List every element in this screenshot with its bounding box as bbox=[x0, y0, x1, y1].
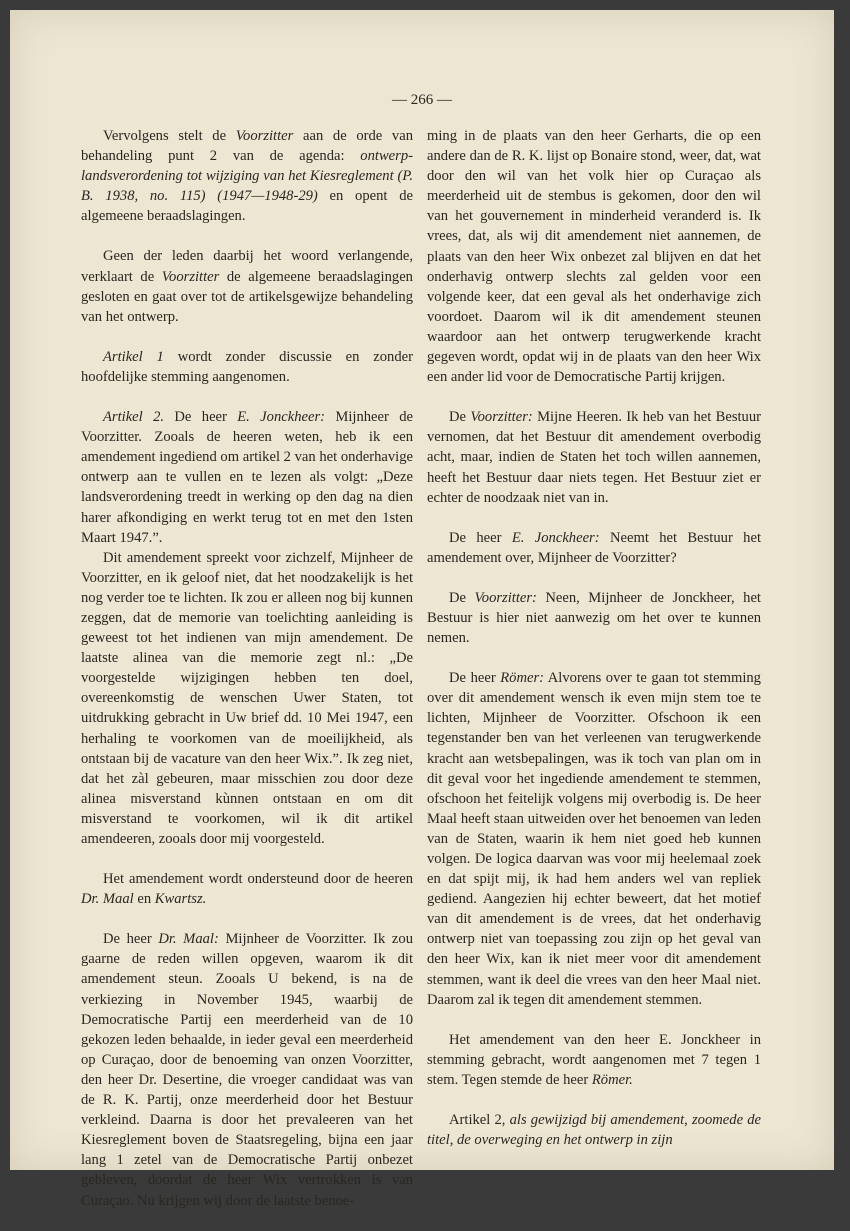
right-column bbox=[427, 126, 761, 1170]
paragraph-r1: ming in de plaats van den heer Gerharts, die op een andere dan de R. K. lijst op Bonaire stond, weer, dat, wat door den wil van het volk hier op Curaçao als meerderheid uit de stembus is gekomen, door den wil van het gouvernement in minderheid veranderd is. Ik vrees, dat, als wij dit amendement niet aannemen, de plaats van den heer Wix onbezet zal blijven en dat het onderhavig ontwerp slechts zal gelden voor een volgende keer, dat een geval als het onderhavige zich voordoet. Daarom wil ik dit amendement steunen waardoor aan het ontwerp terugwerkende kracht gegeven wordt, opdat wij in de plaats van den heer Wix een ander lid voor de Democratische Partij krijgen. bbox=[427, 128, 761, 386]
paragraph-r2: De Voorzitter: Mijne Heeren. Ik heb van het Bestuur vernomen, dat het Bestuur dit amendement overbodig acht, maar, indien de Staten het toch willen aannemen, heeft het Bestuur daar niets tegen. Het Bestuur ziet er echter de noodzaak niet van in. bbox=[427, 409, 762, 506]
paragraph-r4: De Voorzitter: Neen, Mijnheer de Jonckheer, het Bestuur is hier niet aanwezig om het over te kunnen nemen. bbox=[427, 589, 761, 647]
paragraph-r3: De heer E. Jonckheer: Neemt het Bestuur het amendement over, Mijnheer de Voorzitter? bbox=[427, 529, 761, 566]
paragraph-l5: Dit amendement spreekt voor zichzelf, Mijnheer de Voorzitter, en ik geloof niet, dat het noodzakelijk is het nog verder toe te lichten. Ik zou er alleen nog bij kunnen zeggen, dat de memorie van toelichting aanleiding is geweest tot het indienen van mijn amendement. De laatste alinea van die memorie zegt nl.: „De voorgestelde wijzigingen hebben ten doel, overeenkomstig de wenschen Uwer Staten, tot uitdrukking gebracht in Uw brief dd. 10 Mei 1947, een herhaling te voorkomen van de moeilijkheid, als ontstaan bij de vacature van den heer Wix.”. Ik zeg niet, dat het zàl gebeuren, maar misschien zou door deze alinea misverstand kùnnen ontstaan en om dit misverstand te voorkomen, wil ik dit artikel amendeeren, zooals door mij voorgesteld. bbox=[81, 549, 413, 847]
paragraph-r6: Het amendement van den heer E. Jonckheer in stemming gebracht, wordt aangenomen met 7 tegen 1 stem. Tegen stemde de heer Römer. bbox=[427, 1031, 761, 1088]
document-page bbox=[10, 10, 834, 1209]
paragraph-l2: Geen der leden daarbij het woord verlangende, verklaart de Voorzitter de algemeene beraadslagingen gesloten en gaat over tot de artikelsgewijze behandeling van het ontwerp. bbox=[81, 248, 413, 325]
paragraph-l4: Artikel 2. De heer E. Jonckheer: Mijnheer de Voorzitter. Zooals de heeren weten, heb ik een amendement ingediend om artikel 2 van het onderhavige ontwerp aan te vullen en te lezen als volgt: „Deze landsverordening treedt in werking op den dag na dien harer afkondiging en werkt terug tot en met den 1sten Maart 1947.”. bbox=[81, 409, 413, 546]
left-column bbox=[81, 126, 413, 1231]
paragraph-r5: De heer Römer: Alvorens over te gaan tot stemming over dit amendement wensch ik even mijn stem toe te lichten, Mijnheer de Voorzitter. Ofschoon ik een tegenstander ben van het verleenen van terugwerkende kracht aan wetsbepalingen, was ik toch van plan om in dit geval voor het ingediende amendement te stemmen, ofschoon het feitelijk volgens mij overbodig is. De heer Maal heeft staan uitweiden over het benoemen van leden van de Staten, waarin ik hem niet goed heb kunnen volgen. De logica daarvan was voor mij heelemaal zoek en dat spijt mij, ik had hem anders wel van repliek gediend. Aangezien hij echter beweert, dat het motief van dit amendement is de vrees, dat het onderhavig ontwerp niet van toepassing zou zijn op het geval van den heer Wix, kan ik niet meer voor dit amendement stemmen, want ik deel die vrees van den heer Maal niet. Daarom zal ik tegen dit amendement stemmen. bbox=[427, 670, 761, 1008]
page-number: — 266 — bbox=[392, 92, 452, 108]
paragraph-l3: Artikel 1 wordt zonder discussie en zonder hoofdelijke stemming aangenomen. bbox=[81, 348, 413, 385]
paragraph-r7: Artikel 2, als gewijzigd bij amendement, zoomede de titel, de overweging en het ontwerp in zijn bbox=[427, 1112, 761, 1149]
paragraph-l1: Vervolgens stelt de Voorzitter aan de orde van behandeling punt 2 van de agenda: ontwerp-landsverordening tot wijziging van het Kiesreglement (P. B. 1938, no. 115) (1947—1948-29) en opent de algemeene beraadslagingen. bbox=[81, 128, 414, 225]
paragraph-l6: Het amendement wordt ondersteund door de heeren Dr. Maal en Kwartsz. bbox=[81, 871, 413, 908]
paragraph-l7: De heer Dr. Maal: Mijnheer de Voorzitter. Ik zou gaarne de reden willen opgeven, waarom ik dit amendement steun. Zooals U bekend, is na de verkiezing in November 1945, waarbij de Democratische Partij een meerderheid van de 10 gekozen leden behaalde, in ieder geval een meerderheid op Curaçao, door de benoeming van onzen Voorzitter, den heer Dr. Desertine, die vroeger candidaat was van de R. K. Partij, onze meerderheid door het Bestuur verkleind. Daarna is door het prevaleeren van het Kiesreglement boven de Staatsregeling, bijna een jaar lang 1 zetel van de Democratische Partij onbezet gebleven, doordat de heer Wix vertrokken is van Curaçao. Nu krijgen wij door de laatste benoe- bbox=[81, 931, 413, 1209]
